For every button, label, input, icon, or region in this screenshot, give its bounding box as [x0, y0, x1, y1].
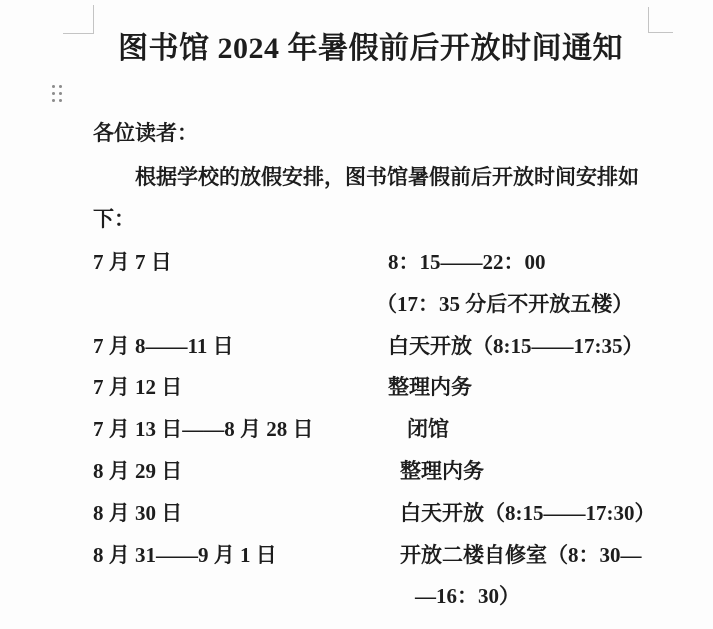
intro-line-2: 下：: [93, 207, 135, 231]
schedule-row: [93, 459, 693, 501]
schedule-info: 8：15——22：00: [388, 250, 546, 274]
schedule-date: 7 月 12 日: [93, 375, 183, 400]
schedule-row: [93, 584, 693, 626]
schedule-date: 8 月 31——9 月 1 日: [93, 542, 277, 567]
schedule-date: 8 月 30 日: [93, 500, 183, 525]
schedule-row: [93, 501, 693, 543]
schedule-info: 整理内务: [388, 375, 472, 400]
schedule-date: 7 月 8——11 日: [93, 333, 234, 358]
schedule-date: 8 月 29 日: [93, 458, 183, 483]
schedule-row: [93, 417, 693, 459]
schedule-info: 整理内务: [400, 458, 484, 483]
text-boundary-corner-top-right-icon: [648, 7, 673, 33]
page-title: 图书馆 2024 年暑假前后开放时间通知: [118, 32, 623, 65]
schedule-info: 开放二楼自修室（8：30—: [400, 542, 642, 567]
schedule-info: 白天开放（8:15——17:30）: [400, 500, 656, 525]
schedule-row: [93, 292, 693, 334]
schedule-info: —16：30）: [415, 584, 520, 609]
greeting-line: 各位读者：: [93, 121, 198, 145]
intro-line-1: 根据学校的放假安排，图书馆暑假前后开放时间安排如: [135, 165, 639, 189]
schedule-list: [93, 250, 693, 626]
schedule-info: 闭馆: [407, 417, 449, 442]
schedule-info: 白天开放（8:15——17:35）: [388, 333, 644, 358]
schedule-date: 7 月 7 日: [93, 250, 172, 274]
drag-handle-icon[interactable]: [52, 85, 62, 102]
schedule-row: [93, 375, 693, 417]
text-boundary-corner-top-left-icon: [63, 5, 94, 34]
schedule-row: [93, 543, 693, 585]
schedule-date: 7 月 13 日——8 月 28 日: [93, 417, 314, 442]
schedule-row: [93, 334, 693, 376]
schedule-info: （17：35 分后不开放五楼）: [376, 291, 634, 316]
schedule-row: [93, 250, 693, 292]
